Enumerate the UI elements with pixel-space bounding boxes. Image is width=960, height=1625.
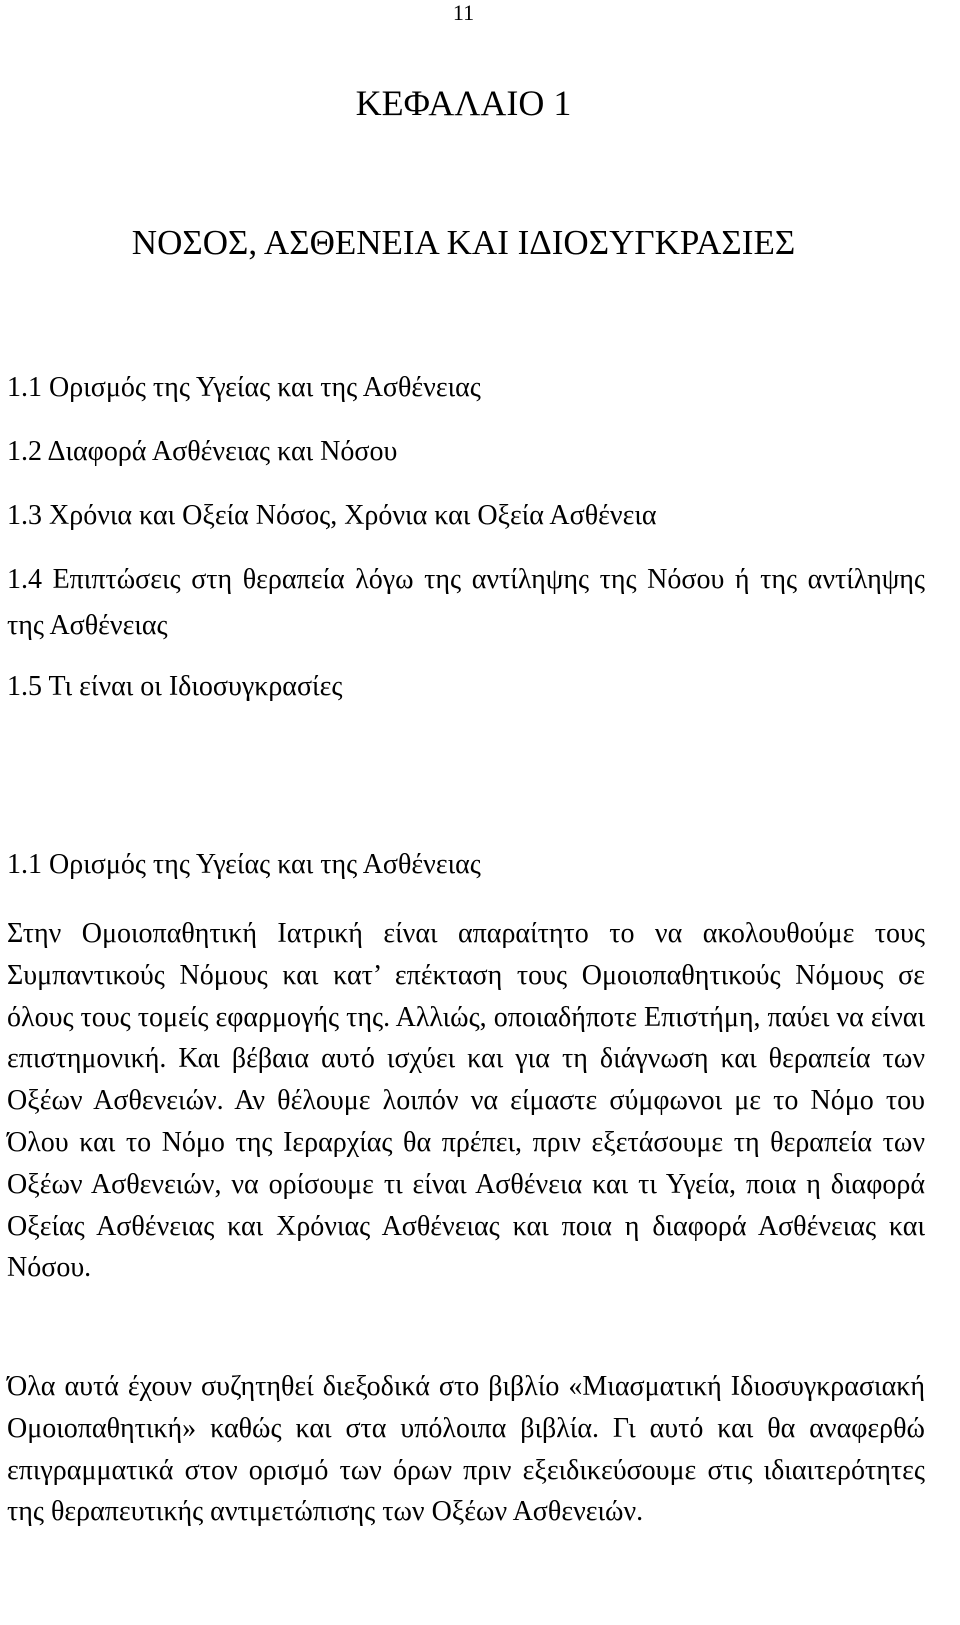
toc-item-1-2: 1.2 Διαφορά Ασθένειας και Νόσου (7, 436, 398, 467)
toc-item-1-4: 1.4 Επιπτώσεις στη θεραπεία λόγω της αντίληψης της Νόσου ή της αντίληψης της Ασθένειας (7, 564, 925, 641)
body-paragraph: Όλα αυτά έχουν συζητηθεί διεξοδικά στο βιβλίο «Μιασματική Ιδιοσυγκρασιακή Ομοιοπαθητική» καθώς και στα υπόλοιπα βιβλία. Γι αυτό και θα αναφερθώ επιγραμματικά στον ορισμό των όρων πριν εξειδικεύσουμε στις ιδιαιτερότητες της θεραπευτικής αντιμετώπισης των Οξέων Ασθενειών. (7, 1371, 925, 1528)
toc-item-1-3: 1.3 Χρόνια και Οξεία Νόσος, Χρόνια και Οξεία Ασθένεια (7, 500, 657, 531)
section-heading: 1.1 Ορισμός της Υγείας και της Ασθένειας (7, 849, 481, 880)
chapter-label: ΚΕΦΑΛΑΙΟ 1 (355, 83, 572, 123)
toc-item-1-1: 1.1 Ορισμός της Υγείας και της Ασθένειας (7, 372, 481, 403)
toc-item-1-5: 1.5 Τι είναι οι Ιδιοσυγκρασίες (7, 671, 343, 702)
chapter-title: ΝΟΣΟΣ, ΑΣΘΕΝΕΙΑ ΚΑΙ ΙΔΙΟΣΥΓΚΡΑΣΙΕΣ (131, 223, 796, 262)
page-number: 11 (452, 0, 475, 25)
table-of-contents (7, 368, 925, 731)
body-paragraph: Στην Ομοιοπαθητική Ιατρική είναι απαραίτητο το να ακολουθούμε τους Συμπαντικούς Νόμους και κατ’ επέκταση τους Ομοιοπαθητικούς Νόμους σε όλους τους τομείς εφαρμογής της. Αλλιώς, οποιαδήποτε Επιστήμη, παύει να είναι επιστημονική. Και βέβαια αυτό ισχύει και για τη διάγνωση και θεραπεία των Οξέων Ασθενειών. Αν θέλουμε λοιπόν να είμαστε σύμφωνοι με το Νόμο του Όλου και το Νόμο της Ιεραρχίας θα πρέπει, πριν εξετάσουμε τη θεραπεία των Οξέων Ασθενειών, να ορίσουμε τι είναι Ασθένεια και τι Υγεία, ποια η διαφορά Οξείας Ασθένειας και Χρόνιας Ασθένειας και ποια η διαφορά Ασθένειας και Νόσου. (7, 918, 925, 1284)
